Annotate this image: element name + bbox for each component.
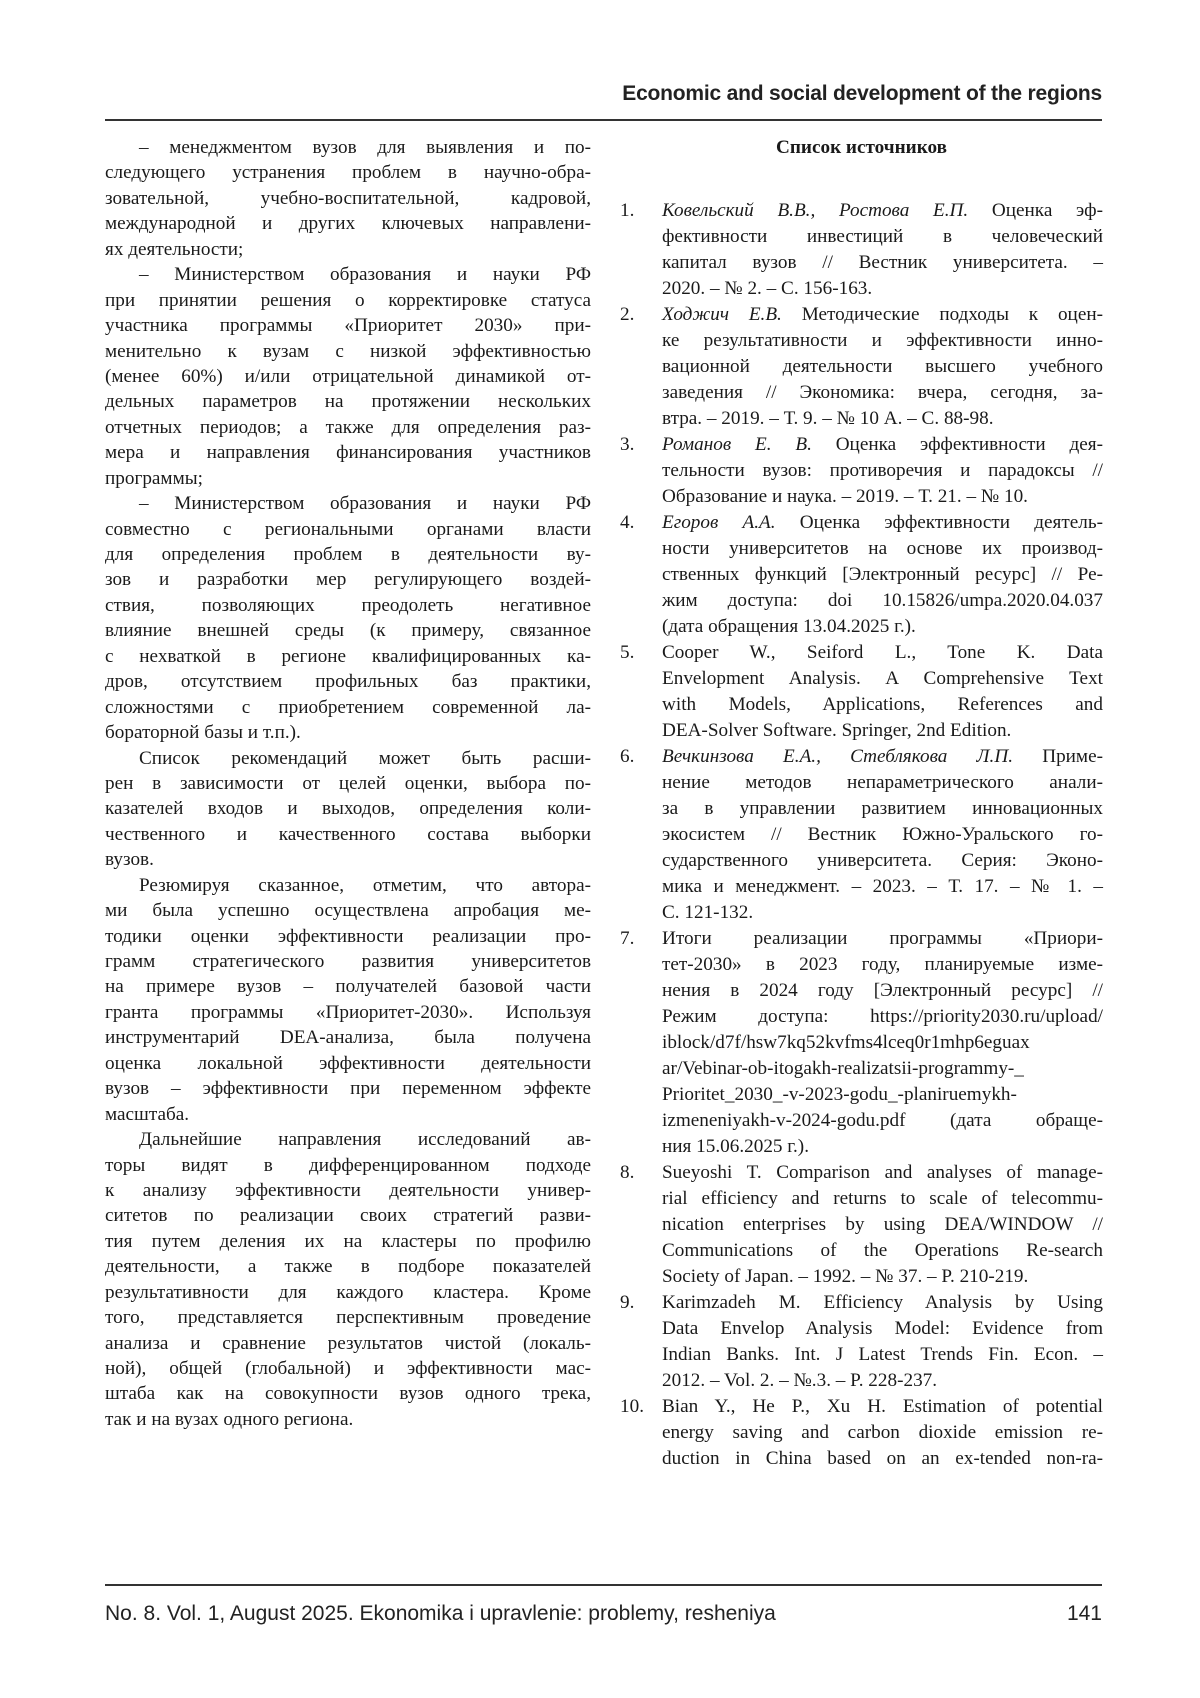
- page-number: 141: [1067, 1602, 1102, 1626]
- text-line: iblock/d7f/hsw7kq52kvfms4lceq0r1mhp6eguax: [662, 1030, 1103, 1056]
- reference-author: Ковельский В.В., Ростова Е.П.: [662, 200, 968, 221]
- text-line: того, представляется перспективным проведение: [105, 1305, 591, 1330]
- text-line: зов и разработки мер регулирующего воздей-: [105, 567, 591, 592]
- reference-item: [620, 926, 1103, 1160]
- reference-author: Ходжич Е.В.: [662, 304, 782, 325]
- text-line: рен в зависимости от целей оценки, выбора по-: [105, 771, 591, 796]
- text-line: вузов – эффективности при переменном эффекте: [105, 1076, 591, 1101]
- text-line: 2012. – Vol. 2. – №.3. – P. 228-237.: [662, 1368, 1103, 1394]
- text-line: тельности вузов: противоречия и парадоксы //: [662, 458, 1103, 484]
- text-line: бораторной базы и т.п.).: [105, 720, 591, 745]
- text-line: нение методов непараметрического анали-: [662, 770, 1103, 796]
- text-line: тодики оценки эффективности реализации про-: [105, 924, 591, 949]
- text-line: фективности инвестиций в человеческий: [662, 224, 1103, 250]
- text-line: влияние внешней среды (к примеру, связанное: [105, 618, 591, 643]
- reference-text: Sueyoshi T. Comparison and analyses of manage-: [662, 1162, 1103, 1183]
- text-line: energy saving and carbon dioxide emission re-: [662, 1420, 1103, 1446]
- reference-author: Егоров А.А.: [662, 512, 776, 533]
- text-line: (менее 60%) и/или отрицательной динамикой от-: [105, 364, 591, 389]
- text-line: ственных функций [Электронный ресурс] // Ре-: [662, 562, 1103, 588]
- text-line: [662, 432, 1103, 458]
- reference-text: Bian Y., He P., Xu H. Estimation of potential: [662, 1396, 1103, 1417]
- text-line: оценка локальной эффективности деятельности: [105, 1051, 591, 1076]
- reference-item: [620, 1290, 1103, 1394]
- text-line: к анализу эффективности деятельности универ-: [105, 1178, 591, 1203]
- running-head-title: Economic and social development of the regions: [622, 82, 1102, 106]
- header-rule: [105, 119, 1102, 121]
- text-line: экосистем // Вестник Южно-Уральского го-: [662, 822, 1103, 848]
- text-line: мика и менеджмент. – 2023. – Т. 17. – № 1. –: [662, 874, 1103, 900]
- text-line: [662, 744, 1103, 770]
- text-line: – Министерством образования и науки РФ: [105, 491, 591, 516]
- text-line: жим доступа: doi 10.15826/umpa.2020.04.037: [662, 588, 1103, 614]
- reference-number: 8.: [620, 1160, 634, 1186]
- text-line: так и на вузах одного региона.: [105, 1407, 591, 1432]
- reference-text: Оценка эф-: [968, 200, 1103, 221]
- paragraph: [105, 491, 591, 745]
- reference-text: Методические подходы к оцен-: [782, 304, 1103, 325]
- reference-number: 10.: [620, 1394, 644, 1420]
- text-line: деятельности, а также в подборе показателей: [105, 1254, 591, 1279]
- text-line: казателей входов и выходов, определения коли-: [105, 796, 591, 821]
- reference-item: [620, 1160, 1103, 1290]
- text-line: масштаба.: [105, 1102, 591, 1127]
- text-line: международной и других ключевых направлени-: [105, 211, 591, 236]
- text-line: Режим доступа: https://priority2030.ru/upload/: [662, 1004, 1103, 1030]
- text-line: сударственного университета. Серия: Эконо-: [662, 848, 1103, 874]
- paragraph: [105, 262, 591, 491]
- text-line: тет-2030» в 2023 году, планируемые изме-: [662, 952, 1103, 978]
- page-footer: [105, 1602, 1102, 1626]
- reference-text: Karimzadeh M. Efficiency Analysis by Using: [662, 1292, 1103, 1313]
- text-line: капитал вузов // Вестник университета. –: [662, 250, 1103, 276]
- text-line: результативности для каждого кластера. Кроме: [105, 1280, 591, 1305]
- paragraph: [105, 746, 591, 873]
- text-line: торы видят в дифференцированном подходе: [105, 1153, 591, 1178]
- text-line: совместно с региональными органами власти: [105, 517, 591, 542]
- text-line: ar/Vebinar-ob-itogakh-realizatsii-programmy-_: [662, 1056, 1103, 1082]
- reference-text: Итоги реализации программы «Приори-: [662, 928, 1103, 949]
- paragraph: [105, 873, 591, 1127]
- text-line: при принятии решения о корректировке статуса: [105, 288, 591, 313]
- reference-text: Приме-: [1013, 746, 1103, 767]
- text-line: Prioritet_2030_-v-2023-godu_-planiruemykh-: [662, 1082, 1103, 1108]
- text-line: тия путем деления их на кластеры по профилю: [105, 1229, 591, 1254]
- text-line: вационной деятельности высшего учебного: [662, 354, 1103, 380]
- text-line: ях деятельности;: [105, 237, 591, 262]
- text-line: Резюмируя сказанное, отметим, что автора-: [105, 873, 591, 898]
- text-line: DEA-Solver Software. Springer, 2nd Edition.: [662, 718, 1103, 744]
- text-line: ситетов по реализации своих стратегий разви-: [105, 1203, 591, 1228]
- reference-number: 4.: [620, 510, 634, 536]
- text-line: ке результативности и эффективности инно-: [662, 328, 1103, 354]
- text-line: дров, отсутствием профильных баз практики,: [105, 669, 591, 694]
- body-text-column: [105, 135, 591, 1432]
- reference-number: 3.: [620, 432, 634, 458]
- text-line: отчетных периодов; а также для определения раз-: [105, 415, 591, 440]
- text-line: для определения проблем в деятельности ву-: [105, 542, 591, 567]
- text-line: инструментарий DEA-анализа, была получена: [105, 1025, 591, 1050]
- text-line: Communications of the Operations Re-search: [662, 1238, 1103, 1264]
- text-line: ствия, позволяющих преодолеть негативное: [105, 593, 591, 618]
- text-line: Список рекомендаций может быть расши-: [105, 746, 591, 771]
- paragraph: [105, 1127, 591, 1432]
- reference-number: 5.: [620, 640, 634, 666]
- text-line: с нехваткой в регионе квалифицированных ка-: [105, 644, 591, 669]
- references-heading: Список источников: [620, 135, 1103, 161]
- text-line: Society of Japan. – 1992. – № 37. – P. 210-219.: [662, 1264, 1103, 1290]
- text-line: штаба как на совокупности вузов одного трека,: [105, 1381, 591, 1406]
- reference-text: Оценка эффективности деятель-: [776, 512, 1103, 533]
- text-line: анализа и сравнение результатов чистой (локаль-: [105, 1331, 591, 1356]
- text-line: [662, 510, 1103, 536]
- text-line: на примере вузов – получателей базовой части: [105, 974, 591, 999]
- text-line: дельных параметров на протяжении нескольких: [105, 389, 591, 414]
- text-line: [662, 198, 1103, 224]
- reference-item: [620, 1394, 1103, 1472]
- text-line: – Министерством образования и науки РФ: [105, 262, 591, 287]
- reference-author: Вечкинзова Е.А., Стеблякова Л.П.: [662, 746, 1013, 767]
- text-line: мера и направления финансирования участников: [105, 440, 591, 465]
- text-line: – менеджментом вузов для выявления и по-: [105, 135, 591, 160]
- reference-number: 6.: [620, 744, 634, 770]
- text-line: [662, 1394, 1103, 1420]
- text-line: duction in China based on an ex-tended non-ra-: [662, 1446, 1103, 1472]
- text-line: менительно к вузам с низкой эффективностью: [105, 339, 591, 364]
- text-line: [662, 302, 1103, 328]
- text-line: нения в 2024 году [Электронный ресурс] //: [662, 978, 1103, 1004]
- text-line: заведения // Экономика: вчера, сегодня, за-: [662, 380, 1103, 406]
- reference-text: Cooper W., Seiford L., Tone K. Data: [662, 642, 1103, 663]
- reference-item: [620, 744, 1103, 926]
- text-line: ния 15.06.2025 г.).: [662, 1134, 1103, 1160]
- text-line: 2020. – № 2. – С. 156-163.: [662, 276, 1103, 302]
- text-line: izmeneniyakh-v-2024-godu.pdf (дата обраще-: [662, 1108, 1103, 1134]
- text-line: грамм стратегического развития университетов: [105, 949, 591, 974]
- text-line: Envelopment Analysis. A Comprehensive Text: [662, 666, 1103, 692]
- text-line: зовательной, учебно-воспитательной, кадровой,: [105, 186, 591, 211]
- reference-number: 7.: [620, 926, 634, 952]
- paragraph: [105, 135, 591, 262]
- text-line: (дата обращения 13.04.2025 г.).: [662, 614, 1103, 640]
- text-line: ности университетов на основе их производ-: [662, 536, 1103, 562]
- footer-journal: No. 8. Vol. 1, August 2025. Ekonomika i upravlenie: problemy, resheniya: [105, 1602, 776, 1626]
- references-column: [620, 135, 1103, 1472]
- reference-item: [620, 432, 1103, 510]
- reference-item: [620, 302, 1103, 432]
- text-line: [662, 640, 1103, 666]
- text-line: [662, 1290, 1103, 1316]
- text-line: участника программы «Приоритет 2030» при-: [105, 313, 591, 338]
- footer-rule: [105, 1584, 1102, 1586]
- text-line: [662, 1160, 1103, 1186]
- reference-item: [620, 198, 1103, 302]
- text-line: ной), общей (глобальной) и эффективности мас-: [105, 1356, 591, 1381]
- text-line: Data Envelop Analysis Model: Evidence from: [662, 1316, 1103, 1342]
- text-line: за в управлении развитием инновационных: [662, 796, 1103, 822]
- text-line: чественного и качественного состава выборки: [105, 822, 591, 847]
- text-line: следующего устранения проблем в научно-обра-: [105, 160, 591, 185]
- reference-number: 9.: [620, 1290, 634, 1316]
- reference-number: 2.: [620, 302, 634, 328]
- text-line: сложностями с приобретением современной ла-: [105, 695, 591, 720]
- text-line: ми была успешно осуществлена апробация ме-: [105, 898, 591, 923]
- text-line: rial efficiency and returns to scale of telecommu-: [662, 1186, 1103, 1212]
- text-line: гранта программы «Приоритет-2030». Используя: [105, 1000, 591, 1025]
- reference-item: [620, 640, 1103, 744]
- text-line: программы;: [105, 466, 591, 491]
- text-line: with Models, Applications, References and: [662, 692, 1103, 718]
- reference-text: Оценка эффективности дея-: [812, 434, 1103, 455]
- reference-number: 1.: [620, 198, 634, 224]
- reference-item: [620, 510, 1103, 640]
- text-line: nication enterprises by using DEA/WINDOW //: [662, 1212, 1103, 1238]
- text-line: Дальнейшие направления исследований ав-: [105, 1127, 591, 1152]
- text-line: вузов.: [105, 847, 591, 872]
- text-line: С. 121-132.: [662, 900, 1103, 926]
- reference-author: Романов Е. В.: [662, 434, 812, 455]
- text-line: втра. – 2019. – Т. 9. – № 10 А. – С. 88-98.: [662, 406, 1103, 432]
- text-line: Indian Banks. Int. J Latest Trends Fin. Econ. –: [662, 1342, 1103, 1368]
- text-line: [662, 926, 1103, 952]
- text-line: Образование и наука. – 2019. – Т. 21. – № 10.: [662, 484, 1103, 510]
